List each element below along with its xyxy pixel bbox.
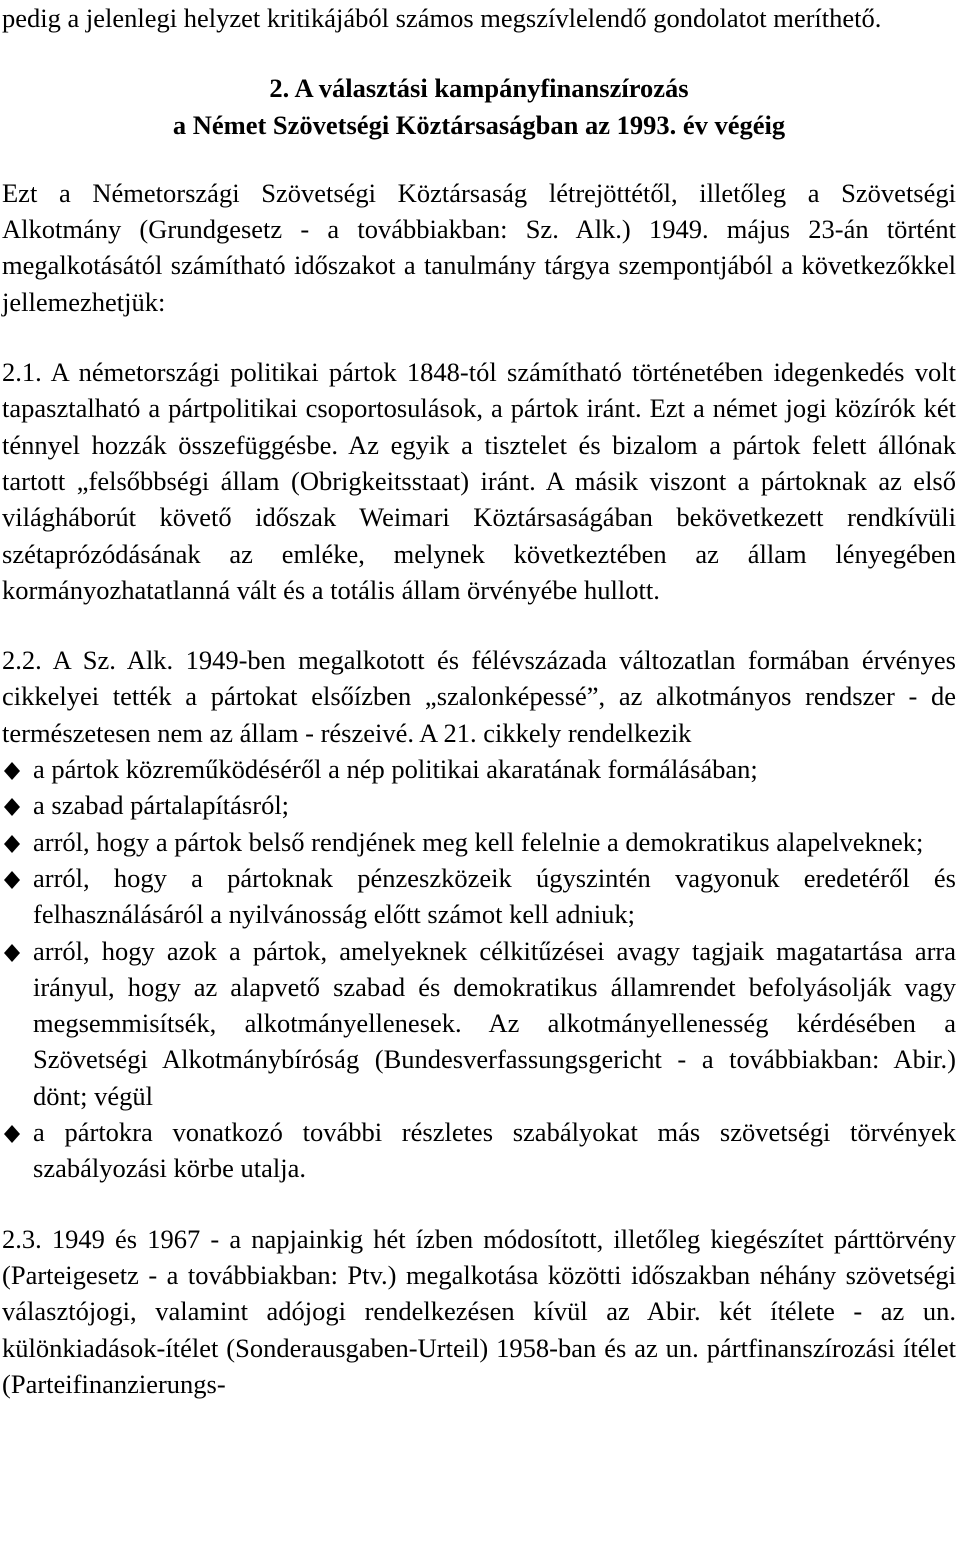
bullet-text: a szabad pártalapításról; [33, 790, 290, 821]
list-item [2, 751, 956, 787]
bullet-text: arról, hogy a pártok belső rendjének meg kell felelnie a demokratikus alapelveknek; [33, 826, 924, 857]
list-item [2, 933, 956, 1114]
list-item [2, 824, 956, 860]
diamond-bullet-icon [4, 944, 20, 962]
section-heading-line-2: a Német Szövetségi Köztársaságban az 1993. év végéig [172, 109, 786, 140]
list-item [2, 860, 956, 933]
bullet-text: arról, hogy a pártoknak pénzeszközeik úgyszintén vagyonuk eredetéről és felhasználásáról a nyilvánosság előtt számot kell adniuk; [33, 862, 956, 930]
bullet-text: a pártokra vonatkozó további részletes szabályokat más szövetségi törvények szabályozási körbe utalja. [33, 1117, 956, 1184]
section-heading [2, 70, 956, 143]
diamond-bullet-icon [4, 835, 20, 853]
paragraph-2-2: 2.2. A Sz. Alk. 1949-ben megalkotott és félévszázada változatlan formában érvényes cikkelyei tették a pártokat elsőízben „szalonképessé”, az alkotmányos rendszer - de természetesen nem az állam - részeivé. A 21. cikkely rendelkezik [2, 645, 956, 748]
list-item [2, 1114, 956, 1187]
paragraph-intro: Ezt a Németországi Szövetségi Köztársaság létrejöttétől, illetőleg a Szövetségi Alkotmány (Grundgesetz - a továbbiakban: Sz. Alk.) 1949. május 23-án történt megalkotásától számítható időszakot a tanulmány tárgya szempontjából a következőkkel jellemezhetjük: [2, 177, 956, 317]
bullet-text: a pártok közreműködéséről a nép politikai akaratának formálásában; [33, 754, 758, 785]
paragraph-2-3: 2.3. 1949 és 1967 - a napjainkig hét ízben módosított, illetőleg kiegészítet párttörvény (Parteigesetz - a továbbiakban: Ptv.) megalkotása közötti időszakban néhány szövetségi választójogi, valamint adójogi rendelkezésen kívül az Abir. két ítélete - az un. különkiadások-ítélet (Sonderausgaben-Urteil) 1958-ban és az un. pártfinanszírozási ítélet (Parteifinanzierungs- [2, 1223, 956, 1399]
bullet-text: arról, hogy azok a pártok, amelyeknek célkitűzései avagy tagjaik magatartása arra irányul, hogy az alapvető szabad és demokratikus államrendet befolyásolják vagy megsemmisítsék, alkotmányellenesek. Az alkotmányellenesség kérdésében a Szövetségi Alkotmánybíróság (Bundesverfassungsgericht - a továbbiakban: Abir.) dönt; végül [33, 935, 956, 1111]
diamond-bullet-icon [4, 871, 20, 889]
paragraph-2-1: 2.1. A németországi politikai pártok 1848-tól számítható történetében idegenkedés volt tapasztalható a pártpolitikai csoportosulások, a pártok iránt. Ezt a német jogi közírók két ténnyel hozzák összefüggésbe. Az egyik a tisztelet és bizalom a pártok felett állónak tartott „felsőbbségi állam (Obrigkeitsstaat) iránt. A másik viszont a pártoknak az első világháborút követő időszak Weimari Köztársaságában bekövetkezett rendkívüli szétaprózódásának az emléke, melynek következtében az állam lényegében kormányozhatatlanná vált és a totális állam örvényébe hullott. [2, 357, 956, 605]
diamond-bullet-icon [4, 1125, 20, 1143]
list-item [2, 787, 956, 823]
bullet-list [2, 751, 956, 1187]
diamond-bullet-icon [4, 762, 20, 780]
intro-paragraph: pedig a jelenlegi helyzet kritikájából számos megszívlelendő gondolatot meríthető. [2, 3, 882, 33]
section-heading-line-1: 2. A választási kampányfinanszírozás [269, 73, 689, 104]
diamond-bullet-icon [4, 798, 20, 816]
